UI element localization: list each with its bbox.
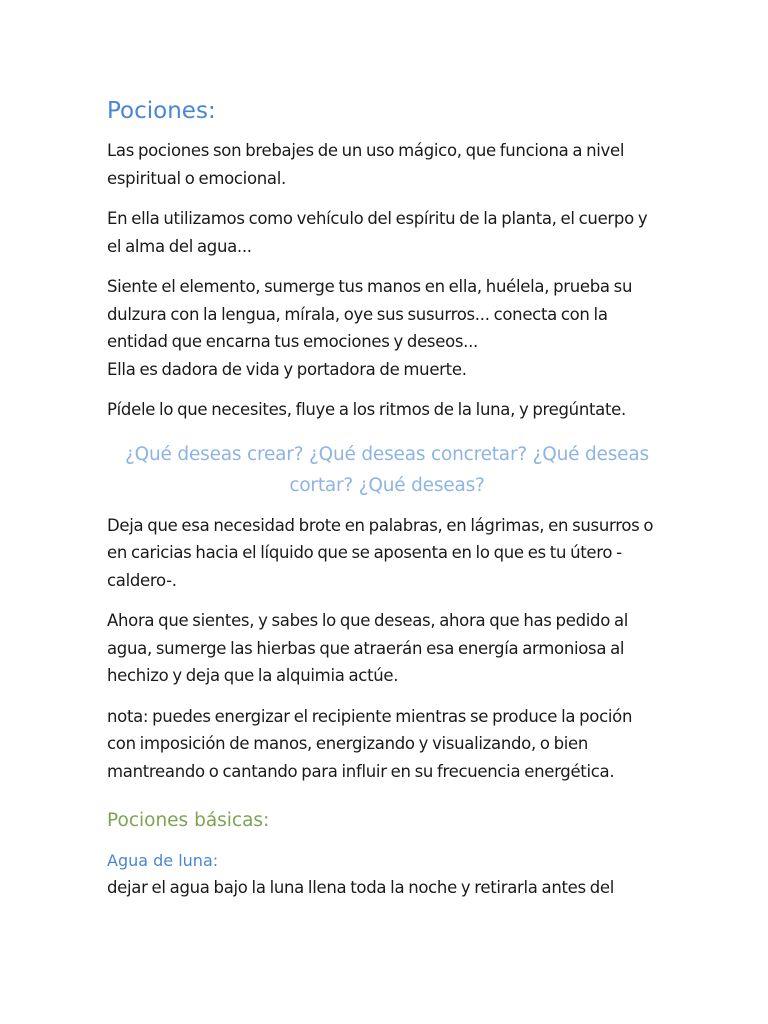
- paragraph-vehicle: [107, 205, 667, 260]
- text-line: hechizo y deja que la alquimia actúe.: [107, 666, 399, 685]
- subheading-agua-de-luna: Agua de luna:: [107, 851, 219, 870]
- text-line: con imposición de manos, energizando y visualizando, o bien: [107, 734, 589, 753]
- text-line: dejar el agua bajo la luna llena toda la noche y retirarla antes del: [107, 878, 615, 897]
- text-line: Pídele lo que necesites, fluye a los ritmos de la luna, y pregúntate.: [107, 400, 626, 419]
- text-line: caldero-.: [107, 570, 177, 590]
- text-line: mantreando o cantando para influir en su frecuencia energética.: [107, 761, 615, 781]
- highlight-questions: [107, 439, 667, 501]
- text-line: entidad que encarna tus emociones y deseos...: [107, 332, 478, 351]
- paragraph-need: [107, 512, 667, 595]
- document-body: [107, 94, 667, 902]
- page-title: Pociones:: [107, 98, 216, 124]
- text-line: Ella es dadora de vida y portadora de muerte.: [107, 359, 467, 379]
- paragraph-note: [107, 703, 667, 786]
- text-line: espiritual o emocional.: [107, 168, 286, 188]
- text-line: En ella utilizamos como vehículo del espíritu de la planta, el cuerpo y: [107, 209, 648, 228]
- text-line: Siente el elemento, sumerge tus manos en ella, huélela, prueba su: [107, 277, 633, 296]
- section-heading: Pociones básicas:: [107, 810, 270, 831]
- paragraph-herbs: [107, 607, 667, 690]
- text-line: en caricias hacia el líquido que se aposenta en lo que es tu útero -: [107, 543, 622, 562]
- paragraph-element: [107, 273, 667, 383]
- text-line: Ahora que sientes, y sabes lo que deseas, ahora que has pedido al: [107, 611, 629, 630]
- paragraph-intro: [107, 137, 667, 192]
- paragraph-agua-de-luna: [107, 874, 667, 902]
- quote-line: cortar? ¿Qué deseas?: [289, 474, 485, 496]
- text-line: el alma del agua...: [107, 236, 252, 256]
- quote-line: ¿Qué deseas crear? ¿Qué deseas concretar? ¿Qué deseas: [125, 443, 649, 465]
- paragraph-ask: [107, 396, 667, 424]
- text-line: agua, sumerge las hierbas que atraerán esa energía armoniosa al: [107, 638, 625, 658]
- text-line: dulzura con la lengua, mírala, oye sus susurros... conecta con la: [107, 304, 608, 324]
- text-line: Las pociones son brebajes de un uso mágico, que funciona a nivel: [107, 141, 625, 160]
- text-line: nota: puedes energizar el recipiente mientras se produce la poción: [107, 706, 633, 726]
- text-line: Deja que esa necesidad brote en palabras, en lágrimas, en susurros o: [107, 515, 654, 535]
